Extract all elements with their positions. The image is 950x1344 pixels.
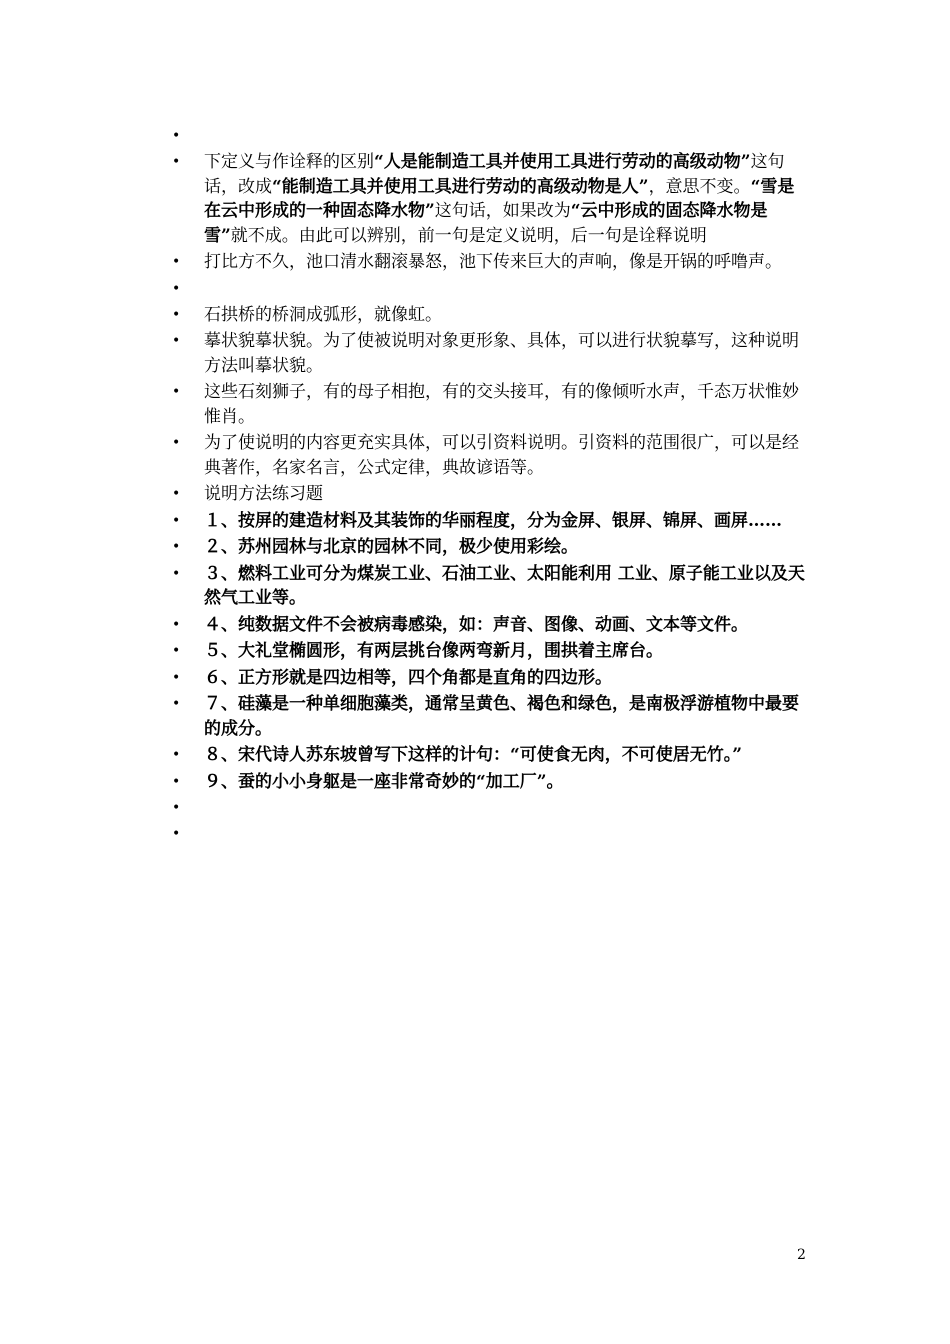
list-item-text [204,380,810,429]
list-item [170,796,810,820]
text-run: 摹状貌摹状貌。为了使被说明对象更形象、具体，可以进行状貌摹写，这种说明方法叫摹状貌。 [204,331,799,376]
bullet-marker: • [172,773,181,790]
list-item-text [204,639,810,664]
list-item-text [204,250,810,275]
bullet-marker: • [172,435,181,451]
bullet-marker: • [172,826,181,842]
bullet-marker: • [172,333,181,349]
list-item-text [204,303,810,328]
bullet-marker: • [172,128,181,144]
list-item-text [204,277,810,301]
bold-text: １、按屏的建造材料及其装饰的华丽程度，分为金屏、银屏、锦屏、画屏…… [204,510,782,531]
bold-text: “云中形成的固态降水物是雪” [204,201,768,246]
bullet-marker: • [172,565,181,582]
list-item-text [204,692,810,741]
list-item [170,431,810,480]
list-item-text [204,796,810,820]
text-run: ，意思不变。 [648,176,751,197]
bullet-marker: • [172,539,181,555]
list-item-text [204,431,810,480]
text-run: 这句话，改成 [204,152,785,197]
list-item [170,613,810,638]
bold-text: “雪是在云中形成的一种固态降水物” [204,176,795,221]
bold-text: ６、正方形就是四边相等，四个角都是直角的四边形。 [204,667,612,688]
list-item-text [204,562,810,611]
list-item-text [204,666,810,691]
bullet-marker: • [172,696,181,712]
list-item [170,822,810,846]
list-item [170,380,810,429]
text-run: 这些石刻狮子，有的母子相抱，有的交头接耳，有的像倾听水声，千态万状惟妙惟肖。 [204,382,799,427]
list-item-text [204,613,810,638]
bold-text: ８、宋代诗人苏东坡曾写下这样的计句：“可使食无肉，不可使居无竹。” [204,745,743,765]
list-item [170,329,810,378]
bullet-marker: • [172,800,181,816]
bullet-marker: • [172,512,181,529]
bullet-marker: • [172,254,181,270]
list-item-text [204,535,810,560]
bold-text: ５、大礼堂椭圆形，有两层挑台像两弯新月，围拱着主席台。 [204,641,663,661]
text-run: 打比方不久，池口清水翻滚暴怒，池下传来巨大的声响，像是开锅的呼噜声。 [204,252,782,272]
bold-text: ４、纯数据文件不会被病毒感染，如：声音、图像、动画、文本等文件。 [204,614,748,635]
list-item [170,692,810,741]
bullet-marker: • [172,306,181,323]
bullet-marker: • [172,154,181,170]
list-item [170,482,810,507]
list-item [170,770,810,795]
bold-text: ７、硅藻是一种单细胞藻类，通常呈黄色、褐色和绿色，是南极浮游植物中最要的成分。 [204,694,799,739]
text-run: 为了使说明的内容更充实具体，可以引资料说明。引资料的范围很广，可以是经典著作，名家名言，公式定律，典故谚语等。 [204,433,799,478]
page-number: 2 [797,1247,806,1263]
bold-text: ２、苏州园林与北京的园林不同，极少使用彩绘。 [204,537,578,557]
list-item [170,639,810,664]
list-item-text [204,822,810,846]
bullet-marker: • [172,643,181,659]
bullet-marker: • [172,384,181,400]
bold-text: ９、蚕的小小身躯是一座非常奇妙的“加工厂”。 [204,771,564,792]
list-item [170,509,810,534]
list-item-text [204,124,810,148]
bold-text: ３、燃料工业可分为煤炭工业、石油工业、太阳能利用 工业、原子能工业以及天然气工业等。 [204,563,805,608]
list-item [170,124,810,148]
list-item [170,535,810,560]
list-item [170,743,810,768]
list-item [170,250,810,275]
list-item [170,303,810,328]
list-item-text [204,770,810,795]
bullet-marker: • [172,486,181,502]
text-run: 下定义与作诠释的区别 [204,152,374,172]
list-item [170,666,810,691]
list-item-text [204,482,810,507]
text-run: 说明方法练习题 [204,484,323,504]
text-run: 这句话，如果改为 [434,201,571,221]
bullet-list [170,124,810,848]
list-item-text [204,743,810,768]
text-run: 石拱桥的桥洞成弧形，就像虹。 [204,304,442,325]
bullet-marker: • [172,280,181,297]
list-item-text [204,329,810,378]
list-item [170,277,810,301]
text-run: 就不成。由此可以辨别，前一句是定义说明，后一句是诠释说明 [230,225,707,246]
bold-text: “人是能制造工具并使用工具进行劳动的高级动物” [374,152,751,172]
bullet-marker: • [172,669,181,686]
bullet-marker: • [172,616,181,633]
list-item [170,562,810,611]
list-item-text [204,509,810,534]
bold-text: “能制造工具并使用工具进行劳动的高级动物是人” [272,176,649,197]
bullet-marker: • [172,747,181,763]
list-item-text [204,150,810,248]
list-item [170,150,810,248]
